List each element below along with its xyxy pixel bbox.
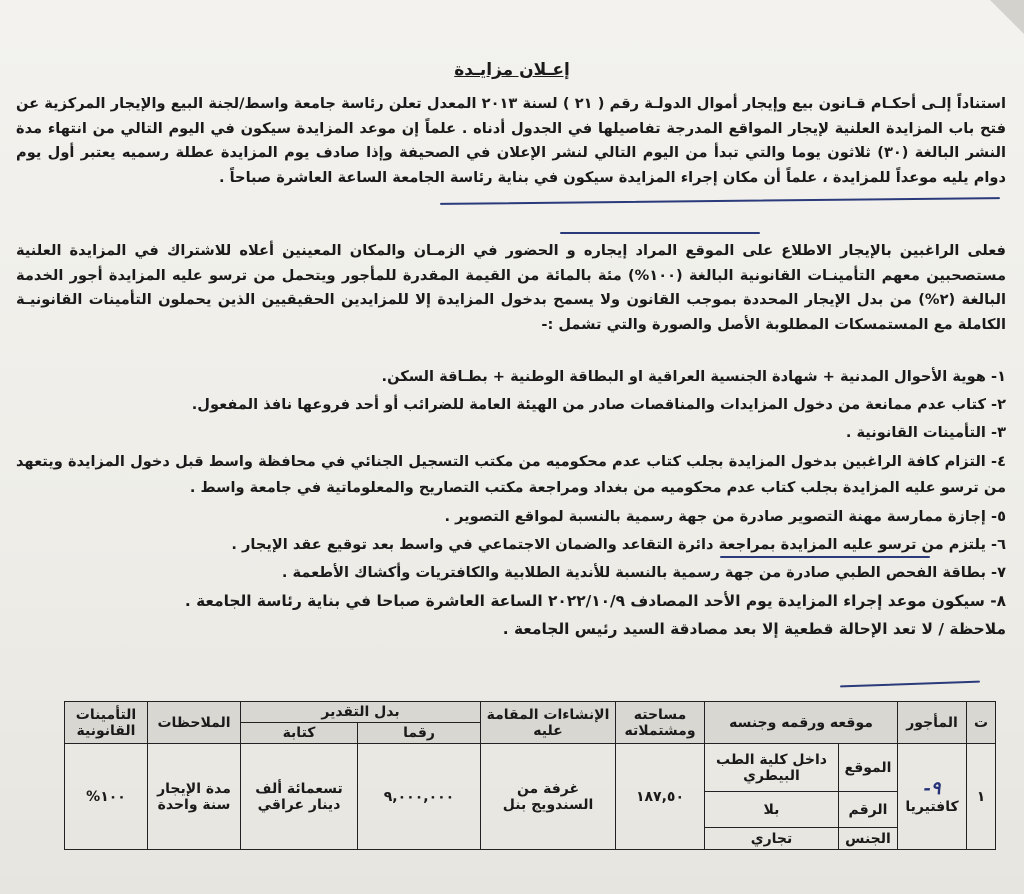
list-item: ٨- سيكون موعد إجراء المزايدة يوم الأحد المصادف ٢٠٢٢/١٠/٩ الساعة العاشرة صباحا في بناية رئاسة الجامعة . (184, 592, 1006, 610)
header-estimate-numbers: رقما (358, 723, 481, 744)
cell-location-value: داخل كلية الطب البيطري (705, 744, 839, 792)
header-notes: الملاحظات (148, 702, 241, 744)
cell-leased-value: كافتيريا (905, 799, 959, 815)
cell-location-label: الموقع (839, 744, 898, 792)
handwritten-mark: ٩- (923, 778, 941, 799)
pen-underline (840, 681, 980, 688)
requirements-paragraph: فعلى الراغبين بالإيجار الاطلاع على الموقع المراد إيجاره و الحضور في الزمـان والمكان المعينين أعلاه للاشتراك في المزايدة العلنية مستصحبين معهم التأمينـات القانونية البالغة (١٠٠%) مئة بالمائة من القيمة المقدرة للمأجور ويتحمل من ترسو عليه المزايدة أجور الخدمة البالغة (٢%) من بدل الإيجار المحددة بموجب القانون ولا يسمح بدخول المزايدة إلا للمزايدين الحقيقيين الذين يحملون التأمينات القانونيـة الكاملة مع المستمسكات المطلوبة الأصل والصورة والتي تشمل :- (16, 242, 1006, 333)
cell-insurance: ١٠٠% (65, 744, 148, 850)
intro-paragraph: استناداً إلـى أحكـام قـانون بيع وإيجار أموال الدولـة رقم ( ٢١ ) لسنة ٢٠١٣ المعدل تعلن رئاسة جامعة واسط/لجنة البيع والإيجار المركزية عن فتح باب المزايدة العلنية لإيجار المواقع المدرجة تفاصيلها في الجدول أدناه . علماً إن موعد المزايدة سيكون في اليوم التالي من انتهاء مدة النشر البالغة (٣٠) ثلاثون يوما والتي تبدأ من اليوم التالي لنشر الإعلان في الصحيفة وإذا صادف يوم المزايدة عطلة رسميه يعتبر أول يوم دوام يليه موعداً للمزايدة ، علماً أن مكان إجراء المزايدة سيكون في بناية رئاسة الجامعة الساعة العاشرة صباحاً . (16, 95, 1006, 186)
list-item: ٧- بطاقة الفحص الطبي صادرة من جهة رسمية بالنسبة للأندية الطلابية والكافتريات وأكشاك الأطعمة . (281, 564, 1006, 581)
header-buildings: الإنشاءات المقامة عليه (481, 702, 616, 744)
requirements-list (16, 365, 1006, 645)
cell-leased (898, 744, 967, 850)
list-item: ملاحظة / لا تعد الإحالة قطعية إلا بعد مصادقة السيد رئيس الجامعة . (502, 620, 1006, 638)
cell-number-label: الرقم (839, 792, 898, 828)
auction-table (64, 701, 996, 850)
list-item: ٣- التأمينات القانونية . (845, 424, 1006, 441)
list-item: ٥- إجازة ممارسة مهنة التصوير صادرة من جهة رسمية بالنسبة لمواقع التصوير . (444, 508, 1006, 525)
cell-notes: مدة الإيجار سنة واحدة (148, 744, 241, 850)
list-item: ١- هوية الأحوال المدنية + شهادة الجنسية العراقية او البطاقة الوطنية + بطـاقة السكن. (381, 368, 1006, 385)
header-estimate-words: كتابة (241, 723, 358, 744)
header-leased: المأجور (898, 702, 967, 744)
cell-area: ١٨٧,٥٠ (616, 744, 705, 850)
cell-number-value: بلا (705, 792, 839, 828)
cell-estimate-words: تسعمائة ألف دينار عراقي (241, 744, 358, 850)
header-area: مساحته ومشتملاته (616, 702, 705, 744)
list-item: ٤- التزام كافة الراغبين بدخول المزايدة بجلب كتاب عدم محكوميه من مكتب التسجيل الجنائي في محافظة واسط قبل دخول المزايدة ويتعهد من ترسو عليه المزايدة بجلب كتاب عدم محكوميه من بغداد ومراجعة مكتب التصاريح والمعلوماتية في جامعة واسط . (16, 453, 1006, 496)
page-fold-corner (990, 0, 1024, 34)
cell-estimate-numbers: ٩,٠٠٠,٠٠٠ (358, 744, 481, 850)
pen-underline (440, 197, 1000, 205)
pen-underline (720, 556, 930, 558)
cell-seq: ١ (967, 744, 996, 850)
cell-buildings: غرفة من السندويج بنل (481, 744, 616, 850)
pen-underline (560, 232, 760, 234)
list-item: ٦- يلتزم من ترسو عليه المزايدة بمراجعة دائرة التقاعد والضمان الاجتماعي في واسط بعد توقيع عقد الإيجار . (231, 536, 1006, 553)
list-item: ٢- كتاب عدم ممانعة من دخول المزايدات والمناقصات صادر من الهيئة العامة للضرائب أو أحد فروعها نافذ المفعول. (191, 396, 1006, 413)
header-seq: ت (967, 702, 996, 744)
cell-type-value: تجاري (705, 828, 839, 850)
cell-type-label: الجنس (839, 828, 898, 850)
table-row (65, 744, 996, 792)
document-title: إعـلان مزايـدة (454, 60, 570, 80)
header-location: موقعه ورقمه وجنسه (705, 702, 898, 744)
header-estimate: بدل التقدير (241, 702, 481, 723)
header-insurance: التأمينات القانونية (65, 702, 148, 744)
